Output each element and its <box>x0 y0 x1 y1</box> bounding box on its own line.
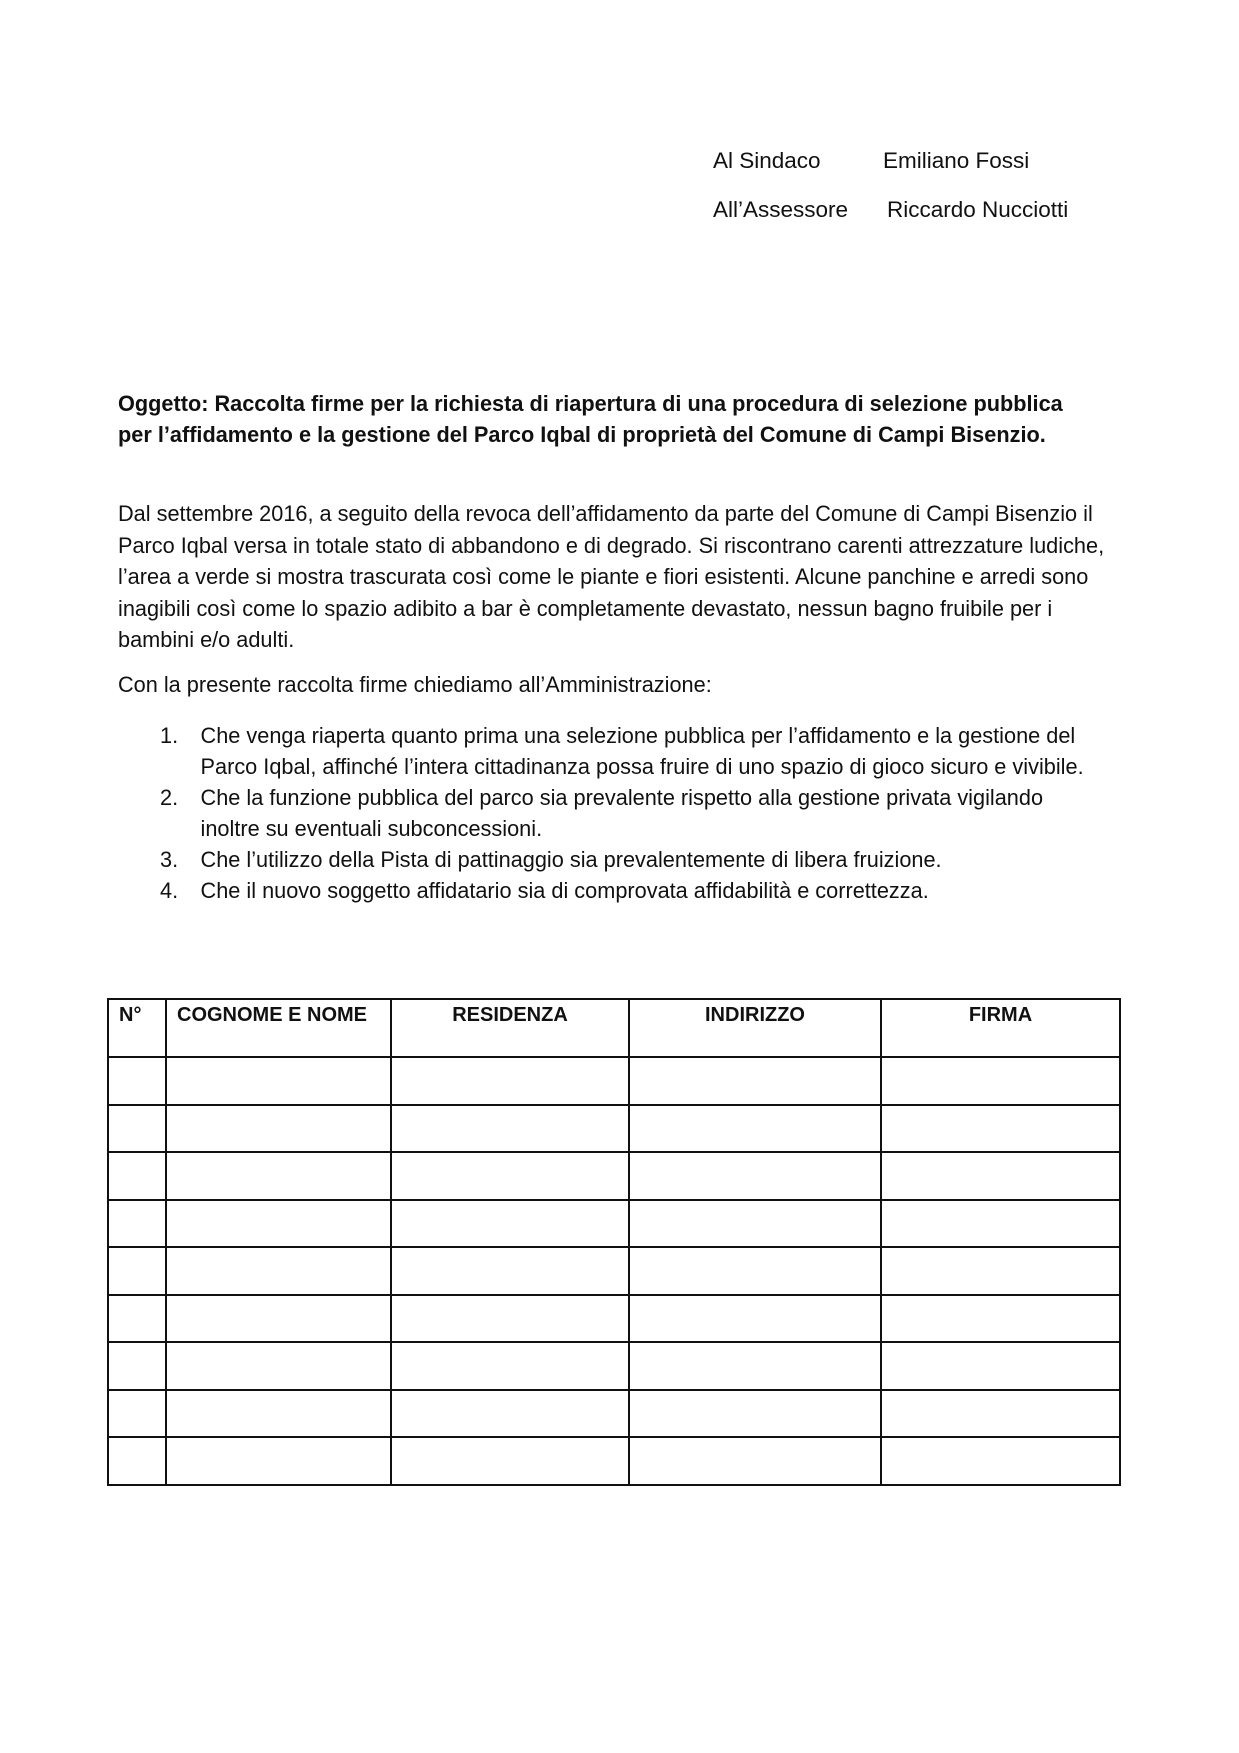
cell-address[interactable] <box>629 1390 881 1438</box>
cell-residence[interactable] <box>391 1295 629 1343</box>
subject-heading: Oggetto: Raccolta firme per la richiesta di riapertura di una procedura di selezione pubblica per l’affidamento e la gestione del Parco Iqbal di proprietà del Comune di Campi Bisenzio. <box>118 391 1063 447</box>
table-row <box>108 1295 1120 1343</box>
header-signature: FIRMA <box>881 999 1120 1057</box>
cell-address[interactable] <box>629 1342 881 1390</box>
table-row <box>108 1437 1120 1485</box>
request-text: Che il nuovo soggetto affidatario sia di comprovata affidabilità e correttezza. <box>200 878 929 903</box>
cell-surname-name[interactable] <box>166 1057 391 1105</box>
request-text: Che l’utilizzo della Pista di pattinaggio sia prevalentemente di libera fruizione. <box>200 847 942 872</box>
cell-address[interactable] <box>629 1295 881 1343</box>
header-surname-name: COGNOME E NOME <box>166 999 391 1057</box>
request-item <box>160 720 1106 782</box>
table-row <box>108 1105 1120 1153</box>
cell-residence[interactable] <box>391 1105 629 1153</box>
cell-number[interactable] <box>108 1105 166 1153</box>
header-address: INDIRIZZO <box>629 999 881 1057</box>
cell-signature[interactable] <box>881 1295 1120 1343</box>
table-row <box>108 1152 1120 1200</box>
cell-signature[interactable] <box>881 1437 1120 1485</box>
cell-residence[interactable] <box>391 1342 629 1390</box>
cell-number[interactable] <box>108 1247 166 1295</box>
cell-signature[interactable] <box>881 1247 1120 1295</box>
cell-surname-name[interactable] <box>166 1390 391 1438</box>
cell-signature[interactable] <box>881 1390 1120 1438</box>
cell-surname-name[interactable] <box>166 1200 391 1248</box>
addressee-mayor <box>713 148 1029 174</box>
table-row <box>108 1247 1120 1295</box>
table-row <box>108 1390 1120 1438</box>
cell-residence[interactable] <box>391 1247 629 1295</box>
cell-residence[interactable] <box>391 1152 629 1200</box>
cell-signature[interactable] <box>881 1200 1120 1248</box>
cell-number[interactable] <box>108 1200 166 1248</box>
cell-surname-name[interactable] <box>166 1437 391 1485</box>
request-number: 4. <box>160 878 179 903</box>
request-number: 3. <box>160 847 179 872</box>
request-lead-paragraph: Con la presente raccolta firme chiediamo all’Amministrazione: <box>118 672 712 697</box>
cell-surname-name[interactable] <box>166 1105 391 1153</box>
request-text: Che venga riaperta quanto prima una selezione pubblica per l’affidamento e la gestione del Parco Iqbal, affinché l’intera cittadinanza possa fruire di uno spazio di gioco sicuro e vivibile. <box>200 723 1084 779</box>
cell-address[interactable] <box>629 1057 881 1105</box>
addressee-role: Al Sindaco <box>713 148 821 173</box>
cell-surname-name[interactable] <box>166 1247 391 1295</box>
cell-signature[interactable] <box>881 1342 1120 1390</box>
header-residence: RESIDENZA <box>391 999 629 1057</box>
addressee-councillor <box>713 197 1068 223</box>
signature-table <box>107 998 1121 1486</box>
cell-signature[interactable] <box>881 1152 1120 1200</box>
cell-surname-name[interactable] <box>166 1152 391 1200</box>
table-row <box>108 1342 1120 1390</box>
cell-signature[interactable] <box>881 1057 1120 1105</box>
addressee-role: All’Assessore <box>713 197 849 222</box>
cell-number[interactable] <box>108 1057 166 1105</box>
cell-surname-name[interactable] <box>166 1295 391 1343</box>
intro-paragraph: Dal settembre 2016, a seguito della revoca dell’affidamento da parte del Comune di Campi Bisenzio il Parco Iqbal versa in totale stato di abbandono e di degrado. Si riscontrano carenti attrezzature ludiche, l’area a verde si mostra trascurata così come le piante e fiori esistenti. Alcune panchine e arredi sono inagibili così come lo spazio adibito a bar è completamente devastato, nessun bagno fruibile per i bambini e/o adulti. <box>118 501 1105 652</box>
cell-signature[interactable] <box>881 1105 1120 1153</box>
cell-number[interactable] <box>108 1390 166 1438</box>
request-item <box>160 782 1106 844</box>
cell-address[interactable] <box>629 1105 881 1153</box>
request-item <box>160 844 1106 875</box>
signature-table-header <box>108 999 1120 1057</box>
cell-residence[interactable] <box>391 1200 629 1248</box>
cell-number[interactable] <box>108 1342 166 1390</box>
cell-number[interactable] <box>108 1295 166 1343</box>
cell-residence[interactable] <box>391 1057 629 1105</box>
request-number: 2. <box>160 785 179 810</box>
request-number: 1. <box>160 723 179 748</box>
header-number: N° <box>108 999 166 1057</box>
cell-number[interactable] <box>108 1437 166 1485</box>
cell-residence[interactable] <box>391 1437 629 1485</box>
request-text: Che la funzione pubblica del parco sia prevalente rispetto alla gestione privata vigilando inoltre su eventuali subconcessioni. <box>200 785 1044 841</box>
table-row <box>108 1200 1120 1248</box>
cell-address[interactable] <box>629 1437 881 1485</box>
addressee-name: Emiliano Fossi <box>883 148 1030 173</box>
table-row <box>108 1057 1120 1105</box>
signature-table-body <box>108 1057 1120 1485</box>
cell-surname-name[interactable] <box>166 1342 391 1390</box>
cell-address[interactable] <box>629 1200 881 1248</box>
request-item <box>160 875 1106 906</box>
cell-residence[interactable] <box>391 1390 629 1438</box>
request-list <box>160 720 1106 906</box>
addressee-name: Riccardo Nucciotti <box>887 197 1069 222</box>
cell-number[interactable] <box>108 1152 166 1200</box>
cell-address[interactable] <box>629 1247 881 1295</box>
cell-address[interactable] <box>629 1152 881 1200</box>
